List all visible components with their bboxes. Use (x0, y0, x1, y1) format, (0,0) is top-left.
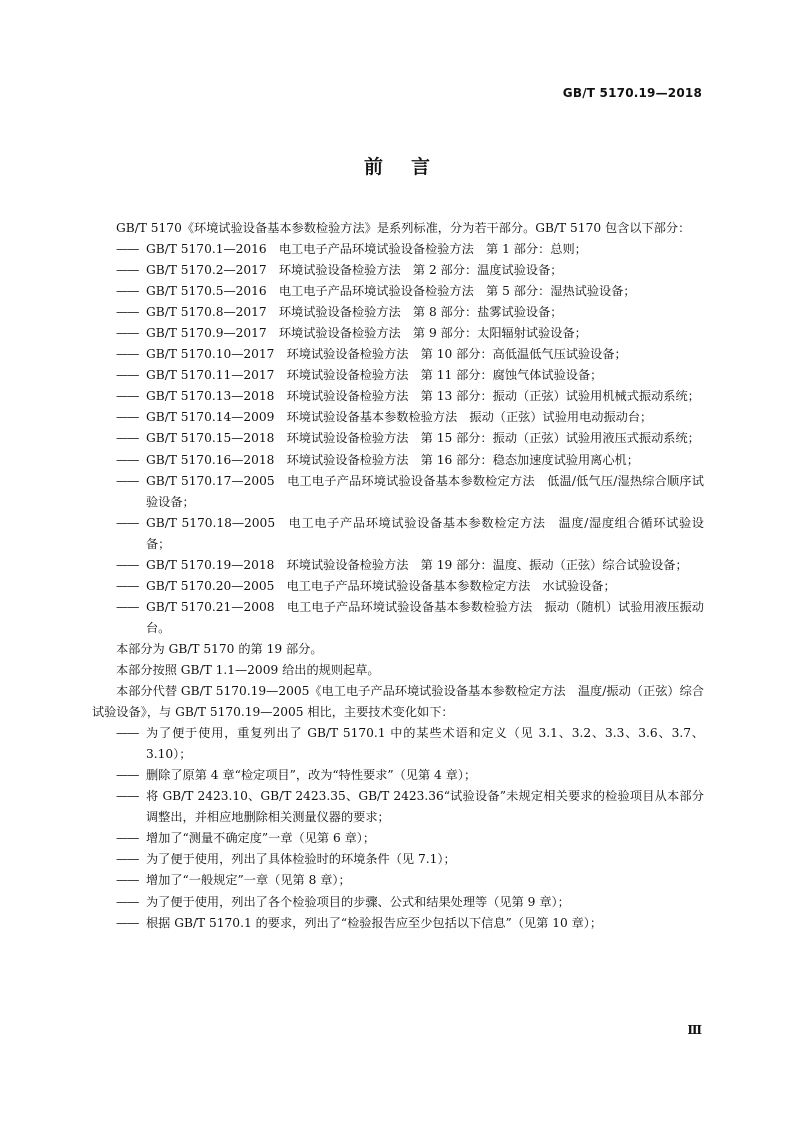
list-item-text: GB/T 5170.2—2017 环境试验设备检验方法 第 2 部分：温度试验设备； (146, 263, 563, 278)
dash-marker: —— (116, 284, 139, 299)
list-item (92, 555, 704, 576)
dash-marker: —— (116, 431, 139, 446)
list-item-text: GB/T 5170.14—2009 环境试验设备基本参数检验方法 振动（正弦）试验用电动振动台； (146, 410, 653, 425)
list-item (92, 786, 704, 828)
intro-paragraph: GB/T 5170《环境试验设备基本参数检验方法》是系列标准，分为若干部分。GB/T 5170 包含以下部分： (116, 221, 691, 235)
list-item-text: 为了便于使用，列出了具体检验时的环境条件（见 7.1）； (146, 852, 456, 867)
list-item-text: 根据 GB/T 5170.1 的要求，列出了“检验报告应至少包括以下信息”（见第 10 章）； (146, 915, 603, 930)
list-item (92, 597, 704, 639)
dash-marker: —— (116, 894, 139, 909)
dash-marker: —— (116, 873, 139, 888)
list-item (92, 428, 704, 449)
page-title: 前言 (363, 156, 458, 178)
list-item (92, 260, 704, 281)
part-statement-paragraph: 本部分为 GB/T 5170 的第 19 部分。 (116, 641, 323, 656)
list-item-text: 将 GB/T 2423.10、GB/T 2423.35、GB/T 2423.36“试验设备”未规定相关要求的检验项目从本部分调整出，并相应地删除相关测量仪器的要求； (146, 789, 704, 825)
list-item (92, 281, 704, 302)
standard-number: GB/T 5170.19—2018 (562, 86, 702, 100)
list-item-text: 增加了“一般规定”一章（见第 8 章）； (146, 873, 351, 888)
dash-marker: —— (116, 789, 139, 804)
list-item (92, 386, 704, 407)
list-item-text: GB/T 5170.17—2005 电工电子产品环境试验设备基本参数检定方法 低温/低气压/湿热综合顺序试验设备； (146, 473, 704, 509)
list-item-text: GB/T 5170.16—2018 环境试验设备检验方法 第 16 部分：稳态加速度试验用离心机； (146, 452, 639, 467)
list-item-text: GB/T 5170.8—2017 环境试验设备检验方法 第 8 部分：盐雾试验设备； (146, 305, 563, 320)
dash-marker: —— (116, 768, 139, 783)
list-item (92, 576, 704, 597)
list-item-text: GB/T 5170.11—2017 环境试验设备检验方法 第 11 部分：腐蚀气体试验设备； (146, 368, 603, 383)
dash-marker: —— (116, 452, 139, 467)
list-item-text: GB/T 5170.19—2018 环境试验设备检验方法 第 19 部分：温度、振动（正弦）综合试验设备； (146, 557, 688, 572)
list-item (92, 302, 704, 323)
dash-marker: —— (116, 852, 139, 867)
drafting-rules-paragraph: 本部分按照 GB/T 1.1—2009 给出的规则起草。 (116, 662, 380, 677)
list-item-text: GB/T 5170.1—2016 电工电子产品环境试验设备检验方法 第 1 部分：总则； (146, 242, 587, 257)
list-item-text: GB/T 5170.9—2017 环境试验设备检验方法 第 9 部分：太阳辐射试验设备； (146, 326, 587, 341)
list-item (92, 513, 704, 555)
dash-marker: —— (116, 410, 139, 425)
parts-list (92, 239, 704, 639)
page-number: Ⅲ (687, 1023, 702, 1037)
list-item (92, 849, 704, 870)
list-item (92, 450, 704, 471)
list-item-text: GB/T 5170.5—2016 电工电子产品环境试验设备检验方法 第 5 部分：湿热试验设备； (146, 284, 636, 299)
dash-marker: —— (116, 726, 139, 741)
dash-marker: —— (116, 242, 139, 257)
dash-marker: —— (116, 263, 139, 278)
dash-marker: —— (116, 831, 139, 846)
list-item-text: GB/T 5170.15—2018 环境试验设备检验方法 第 15 部分：振动（正弦）试验用液压式振动系统； (146, 431, 700, 446)
list-item (92, 407, 704, 428)
list-item-text: 为了便于使用，列出了各个检验项目的步骤、公式和结果处理等（见第 9 章）； (146, 894, 570, 909)
dash-marker: —— (116, 368, 139, 383)
dash-marker: —— (116, 347, 139, 362)
list-item (92, 323, 704, 344)
list-item-text: GB/T 5170.21—2008 电工电子产品环境试验设备基本参数检验方法 振动（随机）试验用液压振动台。 (146, 599, 704, 635)
list-item (92, 723, 704, 765)
list-item (92, 870, 704, 891)
list-item (92, 471, 704, 513)
foreword-body (92, 218, 704, 934)
list-item-text: 增加了“测量不确定度”一章（见第 6 章）； (146, 831, 376, 846)
dash-marker: —— (116, 557, 139, 572)
dash-marker: —— (116, 599, 139, 614)
list-item-text: 为了便于使用，重复列出了 GB/T 5170.1 中的某些术语和定义（见 3.1、3.2、3.3、3.6、3.7、3.10）； (146, 726, 704, 762)
dash-marker: —— (116, 578, 139, 593)
list-item (92, 913, 704, 934)
list-item (92, 239, 704, 260)
list-item (92, 765, 704, 786)
list-item (92, 892, 704, 913)
dash-marker: —— (116, 326, 139, 341)
list-item (92, 828, 704, 849)
changes-list (92, 723, 704, 933)
dash-marker: —— (116, 389, 139, 404)
replacement-paragraph: 本部分代替 GB/T 5170.19—2005《电工电子产品环境试验设备基本参数检定方法 温度/振动（正弦）综合试验设备》，与 GB/T 5170.19—2005 相比，主要技术变化如下： (92, 684, 704, 720)
list-item-text: 删除了原第 4 章“检定项目”，改为“特性要求”（见第 4 章）； (146, 768, 477, 783)
dash-marker: —— (116, 305, 139, 320)
dash-marker: —— (116, 473, 139, 488)
list-item-text: GB/T 5170.10—2017 环境试验设备检验方法 第 10 部分：高低温低气压试验设备； (146, 347, 627, 362)
list-item (92, 365, 704, 386)
list-item (92, 344, 704, 365)
dash-marker: —— (116, 515, 139, 530)
list-item-text: GB/T 5170.13—2018 环境试验设备检验方法 第 13 部分：振动（正弦）试验用机械式振动系统； (146, 389, 700, 404)
dash-marker: —— (116, 915, 139, 930)
list-item-text: GB/T 5170.20—2005 电工电子产品环境试验设备基本参数检定方法 水试验设备； (146, 578, 616, 593)
list-item-text: GB/T 5170.18—2005 电工电子产品环境试验设备基本参数检定方法 温度/湿度组合循环试验设备； (146, 515, 704, 551)
